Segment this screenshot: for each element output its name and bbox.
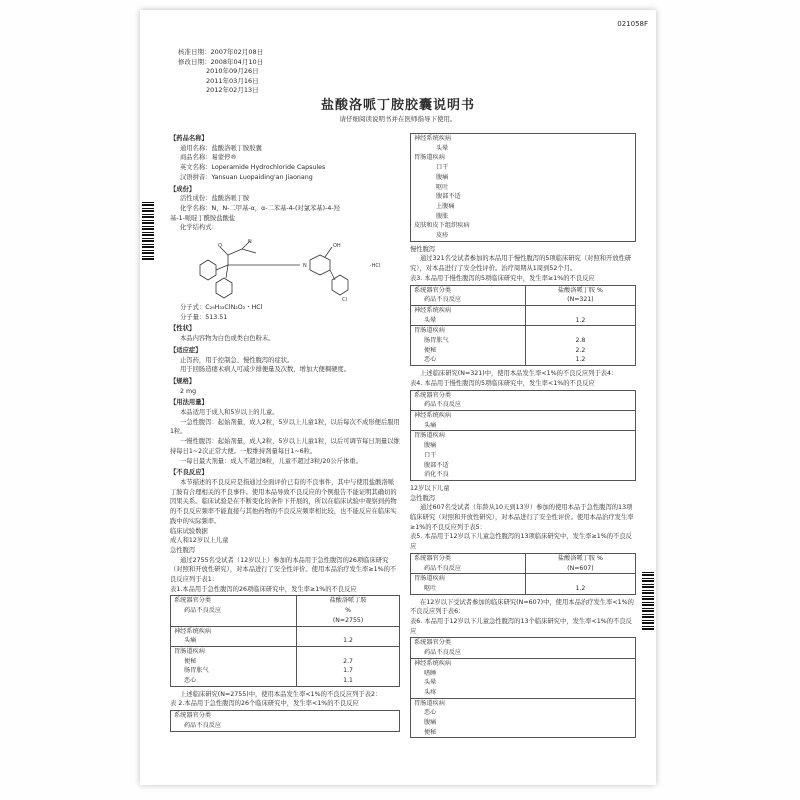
reaction: 腹胀: [436, 212, 449, 220]
svg-text:N: N: [303, 263, 307, 270]
table-cell: [525, 285, 635, 305]
molecular-weight: 分子量：513.51: [180, 313, 228, 321]
rate: 2.8: [575, 337, 586, 345]
table-3: [410, 285, 636, 367]
paragraph: 通过321名受试者参加的本品用于慢性腹泻的5项临床研究（对照和开放性研究），对本品进行了安全性评价。治疗周期从1周到52个月。: [410, 255, 632, 273]
table-header-text: 药品不良反应: [184, 721, 222, 729]
subheading: 成人和12岁以上儿童: [170, 537, 229, 545]
svg-text:OH: OH: [333, 243, 341, 250]
table-header-text: (N=2755): [332, 616, 364, 624]
reaction: 恶心: [424, 709, 437, 717]
paragraph: 通过607名受试者（年龄从10天到13岁）参加的使用本品于急性腹泻的13项临床研究（对照和开放性研究），对本品进行了安全性评价。使用本品治疗发生率≥1%的不良反应列于表5：: [410, 504, 634, 531]
revision-date: 2011年03月16日: [206, 76, 259, 85]
revision-date: 2012年02月13日: [206, 86, 259, 95]
table-cell: [525, 326, 635, 366]
table-row: [411, 390, 636, 410]
reaction: 头痛: [424, 421, 437, 429]
table-header-text: 盐酸洛哌丁胺 %: [557, 554, 603, 562]
table-caption: 表1.本品用于急性腹泻的26项临床研究中，发生率≥1%的不良反应: [170, 585, 357, 593]
table-cell: [171, 596, 297, 626]
reaction: 口干: [436, 164, 449, 172]
table-caption: 表4. 本品用于慢性腹泻的5项临床研究中，发生率<1%的不良反应: [410, 379, 595, 387]
subheading: 慢性腹泻: [410, 245, 436, 253]
barcode-right: [642, 570, 654, 630]
paragraph: 上述临床研究(N=321)中，使用本品发生率<1%的不良反应列于表4：: [420, 370, 618, 378]
table-header-text: 系统器官分类: [414, 286, 452, 294]
subheading: 临床试验数据: [170, 527, 208, 535]
table-header-text: 系统器官分类: [414, 554, 452, 562]
left-column: [170, 132, 400, 735]
subheading: 12岁以下儿童: [410, 484, 450, 492]
section-header: 【适应症】: [170, 346, 202, 354]
section-header: 【用法用量】: [170, 399, 208, 407]
table-caption: 表 2.本品用于急性腹泻的26个临床研究中，发生率<1%的不良反应: [170, 700, 359, 708]
table-cell: [411, 134, 636, 242]
structure-diagram: [170, 235, 400, 301]
table-header-text: (N=607): [567, 564, 594, 572]
table-cell: [297, 646, 400, 686]
structure-label: 化学结构式：: [180, 224, 218, 232]
reaction: 腹痛: [424, 442, 437, 450]
section-header: 【不良反应】: [170, 469, 208, 477]
table-caption: 表5. 本品用于12岁以下儿童急性腹泻的13项临床研究中，发生率≥1%的不良反应: [410, 533, 632, 551]
document-code: 021058F: [617, 20, 648, 28]
table-row: [411, 638, 636, 658]
paragraph: 在12岁以下受试者参加的临床研究(N=607)中，使用本品治疗发生率<1%的不良反应列于表6：: [410, 598, 634, 616]
table-4: [410, 390, 636, 481]
system-class: 皮肤和皮下组织疾病: [414, 222, 470, 230]
table-cell: [411, 431, 636, 481]
system-class: 胃肠道疾病: [414, 154, 445, 162]
table-6: [410, 637, 636, 738]
table-2-continued: [410, 133, 636, 242]
svg-text:O: O: [218, 243, 222, 250]
table-header-text: 系统器官分类: [174, 597, 212, 605]
svg-text:Cl: Cl: [342, 297, 347, 302]
table-2: [170, 710, 400, 731]
section-header: 【性状】: [170, 325, 196, 333]
section-header: 【成份】: [170, 185, 196, 193]
system-class: 神经系统疾病: [414, 135, 452, 142]
table-header-text: 药品不良反应: [424, 401, 462, 409]
svg-text:N: N: [248, 239, 252, 246]
table-caption: 表3. 本品用于慢性腹泻的5项临床研究中，发生率≥1%的不良反应: [410, 274, 595, 282]
system-class: 神经系统疾病: [174, 627, 212, 635]
table-row: [411, 658, 636, 698]
table-cell: [411, 305, 526, 325]
generic-name: 通用名称：盐酸洛哌丁胺胶囊: [180, 144, 262, 152]
english-name: 英文名称：Loperamide Hydrochloride Capsules: [180, 164, 326, 172]
reaction: 头晕: [424, 679, 437, 687]
table-header-text: 药品不良反应: [424, 649, 462, 657]
rate: 2.2: [575, 346, 586, 354]
paragraph: 一每日最大剂量：成人不超过8粒，儿童不超过3粒/20公斤体重。: [180, 457, 362, 465]
table-cell: [525, 305, 635, 325]
reaction: 腹痛: [436, 173, 449, 181]
system-class: 胃肠道疾病: [414, 699, 445, 707]
table-row: [411, 285, 636, 305]
table-1: [170, 595, 400, 686]
system-class: 胃肠道疾病: [414, 575, 445, 583]
table-cell: [297, 596, 400, 626]
table-cell: [411, 698, 636, 738]
section-header: 【规格】: [170, 377, 196, 385]
right-column: [410, 132, 636, 741]
reaction: 腹痛: [424, 719, 437, 727]
reaction: 头疼: [424, 688, 437, 696]
paragraph: 本节描述的不良反应是指通过全面评价已有的不良事件，其中与使用盐酸洛哌丁胺有合理相关的不良事件。使用本品导致不良反应的个例报告不能证明其确切的因果关系。临床试验是在不断变化的条件下开展的，所以在临床试验中观察到药物的不良反应频率不能直接与其他药物的不良反应频率相比较，也不能反应在临床实践中的实际频率。: [170, 478, 397, 525]
paragraph: 通过2755名受试者（12岁以上）参加的本品用于急性腹泻的26项临床研究（对照和开放性研究），对本品进行了安全性评价。使用本品治疗发生率≥1%的不良反应列于表1：: [170, 556, 397, 584]
rate: 1.2: [575, 356, 586, 364]
table-row: [171, 626, 400, 646]
table-header-text: %: [345, 607, 352, 615]
table-caption: 表6. 本品用于12岁以下儿童急性腹泻的13个临床研究中，发生率<1%的不良反应: [410, 618, 632, 635]
reaction: 上腹痛: [436, 202, 455, 210]
system-class: 神经系统疾病: [414, 306, 452, 314]
rate: 1.2: [575, 584, 586, 592]
table-header-text: (N=321): [567, 296, 594, 304]
reaction: 肠胃胀气: [184, 667, 209, 675]
revision-date: 2010年09月26日: [206, 67, 259, 76]
section-header: 【药品名称】: [170, 135, 208, 142]
revision-dates: [178, 48, 263, 96]
reaction: 皮疹: [436, 232, 449, 240]
table-row: [411, 326, 636, 366]
paragraph: 本品适用于成人和5岁以上的儿童。: [180, 409, 279, 417]
paragraph: 用于回肠造瘘术病人可减少排便量及次数，增加大便稠硬度。: [180, 366, 351, 374]
svg-text:·HCl: ·HCl: [370, 263, 381, 270]
table-cell: [525, 574, 635, 594]
table-cell: [411, 574, 526, 594]
paragraph: 本品内容物为白色或类白色粉末。: [180, 335, 275, 343]
reaction: 腹部不适: [424, 461, 449, 469]
reaction: 便秘: [184, 657, 197, 665]
table-header-text: 药品不良反应: [424, 564, 462, 572]
chemical-name: 化学名称：N，N-二甲基-α，α-二苯基-4-(对氯苯基)-4-羟: [180, 204, 340, 212]
reaction: 头痛: [184, 637, 197, 645]
document-title: 盐酸洛哌丁胺胶囊说明书: [320, 98, 475, 113]
table-cell: [411, 553, 526, 573]
reaction: 头晕: [424, 316, 437, 324]
paragraph: 上述临床研究(N=2755)中，使用本品发生率<1%的不良反应列于表2：: [180, 690, 382, 698]
trade-name: 商品名称：易蒙停®: [180, 154, 237, 162]
table-row: [171, 596, 400, 626]
barcode-left: [142, 200, 154, 260]
paragraph: 止泻药，用于控制急、慢性腹泻的症状。: [180, 356, 294, 364]
subheading: 急性腹泻: [170, 546, 196, 554]
reaction: 消化不良: [424, 471, 449, 479]
molecular-formula: 分子式：C₂₉H₃₃ClN₂O₂・HCl: [180, 304, 263, 312]
table-header-text: 系统器官分类: [414, 391, 452, 399]
table-header-text: 药品不良反应: [184, 607, 222, 615]
system-class: 神经系统疾病: [414, 411, 452, 419]
paragraph: 一急性腹泻：起始剂量，成人2粒，5岁以上儿童1粒，以后每次不成形便后服用1粒。: [170, 418, 400, 436]
paragraph: 2 mg: [180, 387, 197, 395]
rate: 1.2: [343, 637, 353, 645]
table-row: [411, 698, 636, 738]
reaction: 嗜睡: [424, 669, 437, 677]
subheading: 急性腹泻: [410, 494, 436, 502]
table-row: [411, 305, 636, 325]
table-header-text: 系统器官分类: [174, 712, 212, 720]
system-class: 胃肠道疾病: [174, 647, 205, 655]
reaction: 便秘: [424, 346, 437, 354]
reaction: 呕吐: [436, 183, 449, 191]
reaction: 腹部不适: [436, 193, 461, 201]
table-cell: [171, 626, 297, 646]
system-class: 胃肠道疾病: [414, 327, 445, 335]
leaflet-sheet: [140, 10, 656, 785]
reaction: 便秘: [424, 728, 437, 736]
rate: 2.7: [343, 657, 353, 665]
chemical-name-cont: 基-1-哌啶丁酰胺盐酸盐: [170, 214, 236, 222]
table-cell: [171, 646, 297, 686]
chemical-structure: [170, 235, 400, 301]
table-row: [171, 646, 400, 686]
table-header-text: 药品不良反应: [424, 296, 462, 304]
rate: 1.2: [575, 316, 586, 324]
table-cell: [171, 711, 400, 731]
table-cell: [411, 326, 526, 366]
reaction: 头晕: [436, 144, 449, 152]
rate: 1.7: [343, 667, 353, 675]
paragraph: 一慢性腹泻：起始剂量，成人2粒，5岁以上儿童1粒，以后可调节每日剂量以维持每日1~2次正常大便。一般维持剂量每日1~6粒。: [170, 438, 400, 455]
reaction: 恶心: [424, 356, 437, 364]
system-class: 胃肠道疾病: [414, 432, 445, 440]
system-class: 神经系统疾病: [414, 659, 452, 667]
revision-date: 修改日期：2008年04月10日: [178, 57, 264, 66]
rate: 1.1: [343, 677, 353, 685]
table-cell: [411, 410, 636, 430]
table-cell: [411, 285, 526, 305]
table-row: [411, 410, 636, 430]
reaction: 口干: [424, 451, 437, 459]
table-cell: [297, 626, 400, 646]
table-cell: [411, 658, 636, 698]
active-ingredient: 活性成份：盐酸洛哌丁胺: [180, 195, 250, 203]
reaction: 肠胃胀气: [424, 337, 449, 345]
table-header-text: 系统器官分类: [414, 639, 452, 647]
table-cell: [411, 390, 636, 410]
document-subtitle: 请仔细阅读说明书并在医师指导下使用。: [339, 115, 457, 123]
table-5: [410, 553, 636, 595]
reaction: 恶心: [184, 677, 197, 685]
table-cell: [525, 553, 635, 573]
table-header-text: 盐酸洛哌丁胺: [329, 597, 367, 605]
reaction: 呕吐: [424, 584, 437, 592]
pinyin-name: 汉语拼音：Yansuan Luopaiding'an Jiaonang: [180, 173, 313, 181]
table-row: [411, 431, 636, 481]
table-header-text: 盐酸洛哌丁胺 %: [557, 286, 603, 294]
revision-date: 核准日期：2007年02月08日: [178, 48, 264, 56]
table-row: [411, 553, 636, 573]
table-row: [411, 574, 636, 594]
table-row: [171, 711, 400, 731]
table-row: [411, 134, 636, 242]
table-cell: [411, 638, 636, 658]
